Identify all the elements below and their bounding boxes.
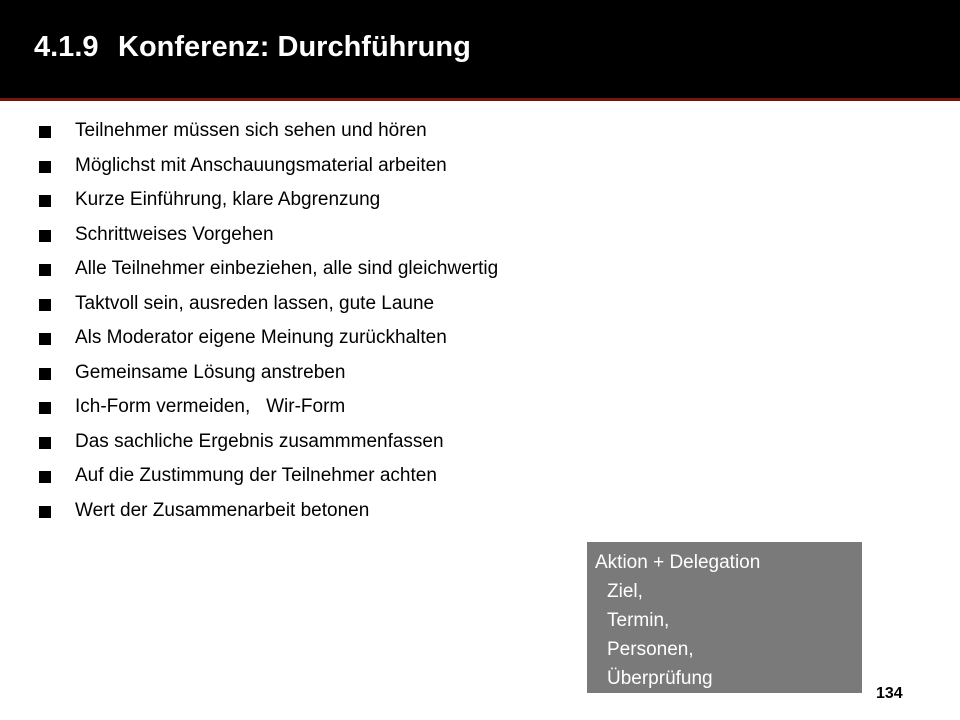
- bullet-text: Teilnehmer müssen sich sehen und hören: [75, 120, 427, 141]
- square-bullet-icon: [39, 471, 51, 483]
- action-box-heading: Aktion + Delegation: [595, 552, 761, 573]
- page-number: 134: [876, 685, 903, 702]
- bullet-text: Schrittweises Vorgehen: [75, 223, 274, 245]
- action-box-item-goal: Ziel,: [607, 581, 643, 602]
- square-bullet-icon: [39, 161, 51, 173]
- action-delegation-box: [587, 542, 862, 693]
- action-box-item-deadline: Termin,: [607, 610, 670, 631]
- slide-title: [34, 31, 471, 64]
- bullet-text: Kurze Einführung, klare Abgrenzung: [75, 189, 381, 210]
- section-number: 4.1.9: [34, 31, 99, 63]
- bullet-text: Auf die Zustimmung der Teilnehmer achten: [75, 465, 437, 486]
- title-text: Konferenz: Durchführung: [118, 31, 471, 63]
- bullet-text: Taktvoll sein, ausreden lassen, gute Laune: [75, 292, 435, 314]
- square-bullet-icon: [39, 333, 51, 345]
- square-bullet-icon: [39, 506, 51, 518]
- square-bullet-icon: [39, 126, 51, 138]
- bullet-text: Möglichst mit Anschauungsmaterial arbeiten: [75, 154, 447, 176]
- square-bullet-icon: [39, 368, 51, 380]
- bullet-text: Gemeinsame Lösung anstreben: [75, 361, 346, 383]
- bullet-text: Als Moderator eigene Meinung zurückhalten: [75, 327, 447, 348]
- square-bullet-icon: [39, 264, 51, 276]
- square-bullet-icon: [39, 195, 51, 207]
- square-bullet-icon: [39, 230, 51, 242]
- bullet-text: Ich-Form vermeiden, Wir-Form: [75, 396, 346, 417]
- action-box-item-review: Überprüfung: [607, 668, 713, 689]
- bullet-text: Wert der Zusammenarbeit betonen: [75, 499, 370, 521]
- square-bullet-icon: [39, 437, 51, 449]
- title-bar: [0, 0, 960, 101]
- square-bullet-icon: [39, 402, 51, 414]
- bullet-text: Alle Teilnehmer einbeziehen, alle sind gleichwertig: [75, 258, 499, 279]
- bullet-text: Das sachliche Ergebnis zusammmenfassen: [75, 430, 444, 452]
- square-bullet-icon: [39, 299, 51, 311]
- action-box-item-persons: Personen,: [607, 639, 694, 660]
